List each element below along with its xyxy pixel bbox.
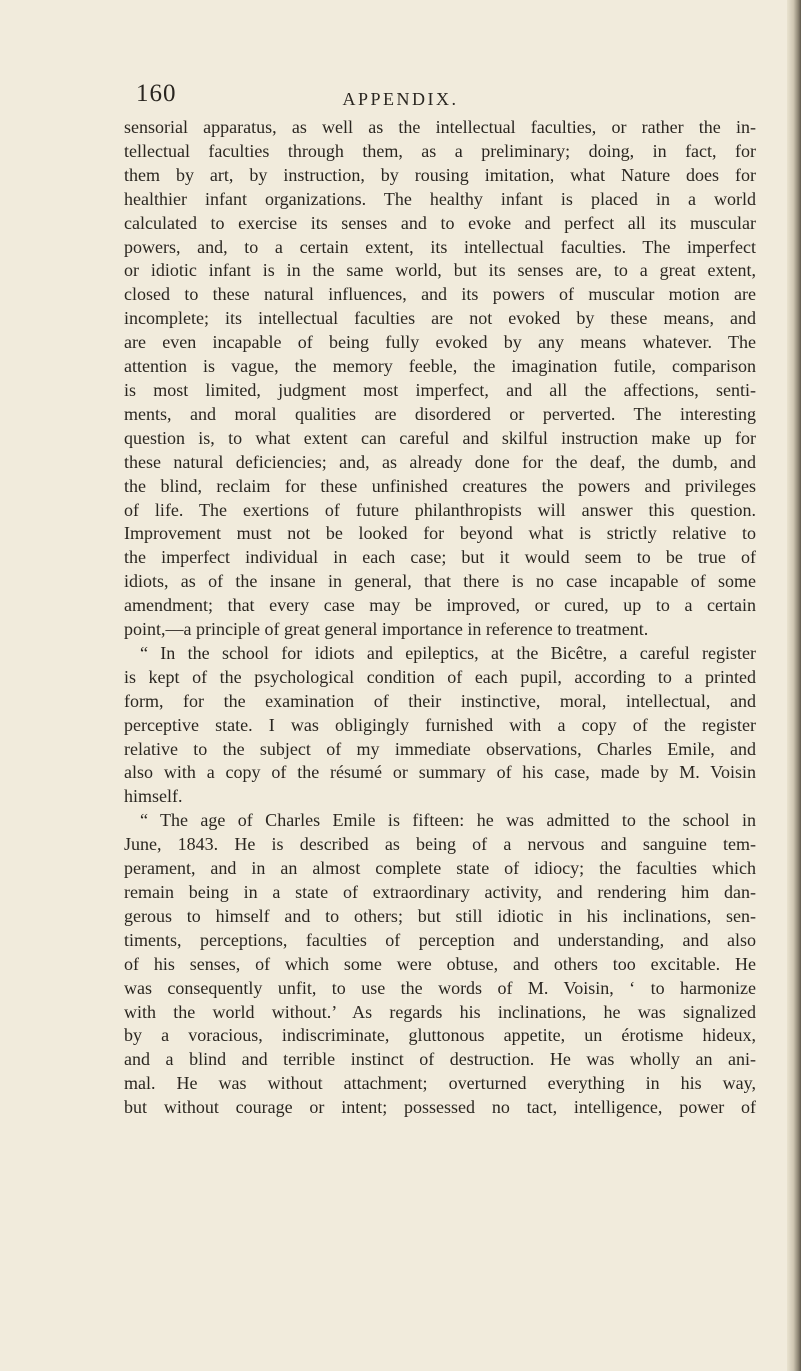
text-line: idiots, as of the insane in general, that there is no case incapable of some (124, 571, 756, 592)
text-line: these natural deficiencies; and, as already done for the deaf, the dumb, and (124, 451, 756, 472)
text-line: form, for the examination of their instinctive, moral, intellectual, and (124, 690, 756, 711)
text-line: gerous to himself and to others; but still idiotic in his inclinations, sen- (124, 905, 756, 926)
text-line: June, 1843. He is described as being of a nervous and sanguine tem- (124, 834, 756, 855)
text-line: was consequently unfit, to use the words of M. Voisin, ‘ to harmonize (124, 977, 756, 998)
text-line: incomplete; its intellectual faculties are not evoked by these means, and (124, 308, 756, 329)
text-line: healthier infant organizations. The healthy infant is placed in a world (124, 188, 756, 209)
text-line: of his senses, of which some were obtuse, and others too excitable. He (124, 953, 756, 974)
text-line: “ In the school for idiots and epileptics, at the Bicêtre, a careful register (140, 642, 756, 663)
text-line: question is, to what extent can careful and skilful instruction make up for (124, 427, 756, 448)
text-line: closed to these natural influences, and its powers of muscular motion are (124, 284, 756, 305)
text-line: by a voracious, indiscriminate, gluttonous appetite, un érotisme hideux, (124, 1025, 756, 1046)
text-line: relative to the subject of my immediate observations, Charles Emile, and (124, 738, 756, 759)
text-line: is most limited, judgment most imperfect, and all the affections, senti- (124, 379, 756, 400)
text-line: or idiotic infant is in the same world, but its senses are, to a great extent, (124, 260, 756, 281)
text-line: and a blind and terrible instinct of destruction. He was wholly an ani- (124, 1049, 756, 1070)
text-line: mal. He was without attachment; overturned everything in his way, (124, 1073, 756, 1094)
text-line: powers, and, to a certain extent, its intellectual faculties. The imperfect (124, 236, 756, 257)
text-line: remain being in a state of extraordinary activity, and rendering him dan- (124, 882, 756, 902)
text-line: of life. The exertions of future philanthropists will answer this question. (124, 499, 756, 520)
text-line: also with a copy of the résumé or summary of his case, made by M. Voisin (124, 762, 756, 783)
text-line: ments, and moral qualities are disordered or perverted. The interesting (124, 403, 756, 424)
running-head: APPENDIX. (342, 89, 459, 109)
text-line: attention is vague, the memory feeble, the imagination futile, comparison (124, 356, 756, 377)
page-edge-shadow (787, 0, 801, 1371)
text-line: “ The age of Charles Emile is fifteen: he was admitted to the school in (140, 810, 756, 831)
text-line: sensorial apparatus, as well as the intellectual faculties, or rather the in- (124, 117, 756, 137)
text-line: Improvement must not be looked for beyond what is strictly relative to (124, 523, 756, 544)
text-line: but without courage or intent; possessed no tact, intelligence, power of (124, 1097, 756, 1118)
text-line: timents, perceptions, faculties of perception and understanding, and also (124, 929, 756, 950)
page-number: 160 (136, 80, 177, 107)
text-line: are even incapable of being fully evoked by any means whatever. The (124, 332, 756, 353)
text-line: the imperfect individual in each case; but it would seem to be true of (124, 547, 756, 568)
text-line: perceptive state. I was obligingly furnished with a copy of the register (124, 714, 756, 735)
text-line: tellectual faculties through them, as a preliminary; doing, in fact, for (124, 140, 756, 161)
text-line: them by art, by instruction, by rousing imitation, what Nature does for (124, 164, 756, 185)
text-line: amendment; that every case may be improved, or cured, up to a certain (124, 595, 756, 616)
text-line: calculated to exercise its senses and to evoke and perfect all its muscular (124, 212, 756, 233)
text-line: with the world without.’ As regards his inclinations, he was signalized (124, 1001, 756, 1022)
text-line: is kept of the psychological condition of each pupil, according to a printed (124, 666, 756, 687)
text-line: point,—a principle of great general importance in reference to treatment. (124, 619, 649, 640)
body-text (124, 116, 756, 1120)
text-line: the blind, reclaim for these unfinished creatures the powers and privileges (124, 475, 756, 496)
text-line: himself. (124, 786, 183, 807)
page-header (0, 80, 801, 120)
text-line: perament, and in an almost complete state of idiocy; the faculties which (124, 858, 756, 879)
